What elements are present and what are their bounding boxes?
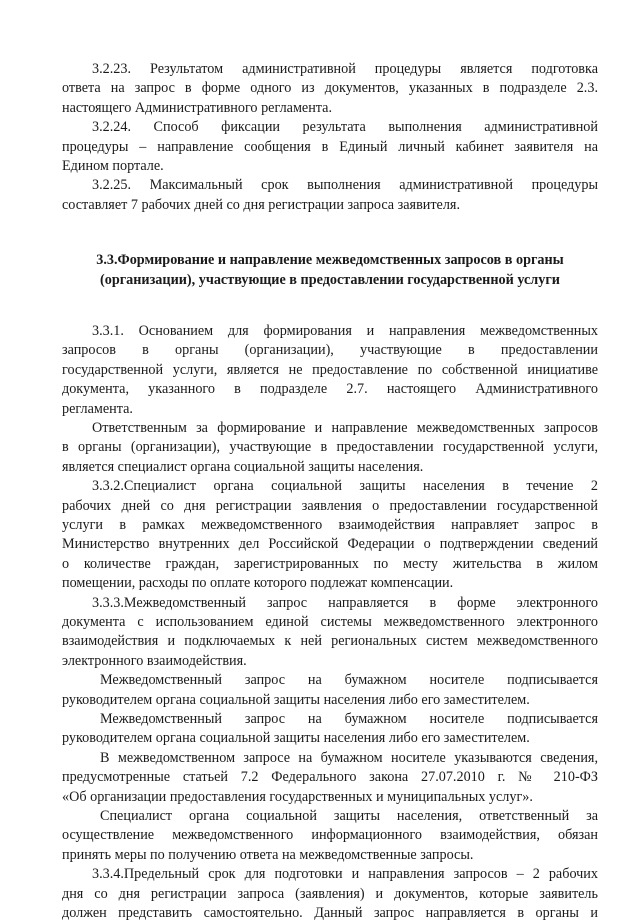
text-line: Специалист органа социальной защиты населения, ответственный за xyxy=(100,808,598,824)
text-line: Межведомственный запрос на бумажном носителе подписывается xyxy=(100,711,598,727)
text-line: является специалист органа социальной защиты населения. xyxy=(62,459,424,475)
text-line: руководителем органа социальной защиты населения либо его заместителем. xyxy=(62,730,530,746)
text-line: Едином портале. xyxy=(62,158,164,174)
text-line: процедуры – направление сообщения в Единый личный кабинет заявителя на xyxy=(62,139,598,155)
text-line: 3.3.4.Предельный срок для подготовки и направления запросов – 2 рабочих xyxy=(92,866,598,882)
text-line: взаимодействия и подключаемых к ней региональных систем межведомственного xyxy=(62,633,598,649)
text-line: регламента. xyxy=(62,401,133,417)
text-line: документа с использованием единой системы межведомственного электронного xyxy=(62,614,598,630)
text-line: дня со дня регистрации запроса (заявления) и документов, которые заявитель xyxy=(62,886,598,902)
text-line: 3.2.23. Результатом административной процедуры является подготовка xyxy=(92,61,598,77)
text-line: ответа на запрос в форме одного из документов, указанных в подразделе 2.3. xyxy=(62,80,598,96)
text-line: В межведомственном запросе на бумажном носителе указываются сведения, xyxy=(100,750,598,766)
text-line: руководителем органа социальной защиты населения либо его заместителем. xyxy=(62,692,530,708)
text-line: запросов в органы (организации), участвующие в предоставлении xyxy=(62,342,598,358)
text-line: осуществление межведомственного информационного взаимодействия, обязан xyxy=(62,827,598,843)
text-line: государственной услуги, является не предоставление по собственной инициативе xyxy=(62,362,598,378)
text-line: 3.3.3.Межведомственный запрос направляется в форме электронного xyxy=(92,595,598,611)
text-line: услуги в рамках межведомственного взаимодействия направляет запрос в xyxy=(62,517,598,533)
text-line: предусмотренные статьей 7.2 Федерального закона 27.07.2010 г. № 210-ФЗ xyxy=(62,769,598,785)
text-line: 3.3.2.Специалист органа социальной защиты населения в течение 2 xyxy=(92,478,598,494)
text-line: составляет 7 рабочих дней со дня регистрации запроса заявителя. xyxy=(62,197,461,213)
text-line: электронного взаимодействия. xyxy=(62,653,247,669)
text-line: Министерство внутренних дел Российской Федерации о подтверждении сведений xyxy=(62,536,598,552)
text-line: в органы (организации), участвующие в предоставлении государственной услуги, xyxy=(62,439,598,455)
text-line: о количестве граждан, зарегистрированных по месту жительства в жилом xyxy=(62,556,598,572)
text-line: принять меры по получению ответа на межведомственные запросы. xyxy=(62,847,474,863)
text-line: 3.2.24. Способ фиксации результата выполнения административной xyxy=(92,119,598,135)
text-line: Межведомственный запрос на бумажном носителе подписывается xyxy=(100,672,598,688)
text-line: «Об организации предоставления государственных и муниципальных услуг». xyxy=(62,789,533,805)
text-line: 3.2.25. Максимальный срок выполнения административной процедуры xyxy=(92,177,598,193)
section-heading: 3.3.Формирование и направление межведомственных запросов в органы xyxy=(96,252,564,268)
text-line: 3.3.1. Основанием для формирования и направления межведомственных xyxy=(92,323,598,339)
text-line: помещении, расходы по оплате которого подлежат компенсации. xyxy=(62,575,454,591)
text-line: документа, указанного в подразделе 2.7. настоящего Административного xyxy=(62,381,598,397)
section-heading: (организации), участвующие в предоставлении государственной услуги xyxy=(100,272,560,288)
text-line: настоящего Административного регламента. xyxy=(62,100,333,116)
text-line: должен представить самостоятельно. Данный запрос направляется в органы и xyxy=(62,905,598,921)
text-line: Ответственным за формирование и направление межведомственных запросов xyxy=(92,420,598,436)
text-line: рабочих дней со дня регистрации заявления о предоставлении государственной xyxy=(62,498,598,514)
